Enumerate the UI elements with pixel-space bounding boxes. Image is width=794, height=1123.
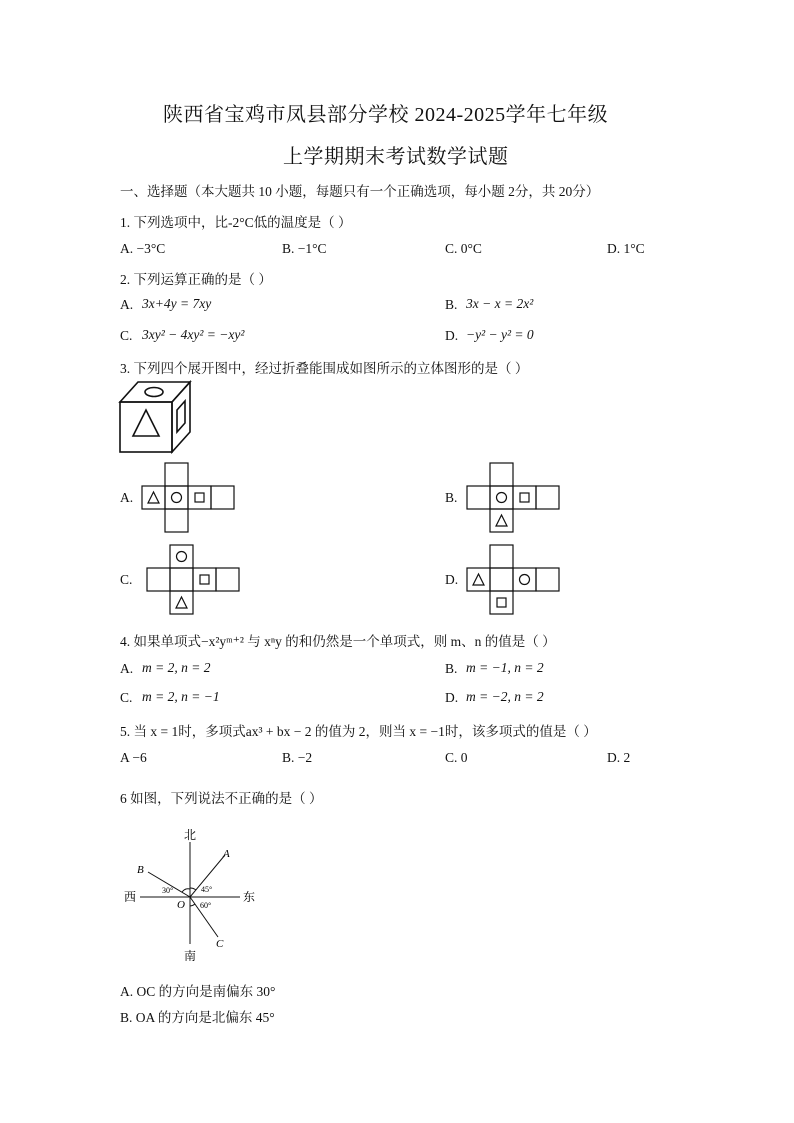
triangle-icon: [176, 597, 187, 608]
triangle-icon: [496, 515, 507, 526]
q1-stem: 1. 下列选项中，比-2°C低的温度是（ ）: [120, 215, 352, 230]
q2-option-c-expr: 3xy² − 4xy² = −xy²: [142, 327, 245, 342]
q2-option-d-expr: −y² − y² = 0: [466, 327, 534, 342]
triangle-icon: [148, 492, 159, 503]
q1-option-a: A. −3°C: [120, 241, 166, 256]
q1-option-d: D. 1°C: [607, 241, 645, 256]
q1-option-b: B. −1°C: [282, 241, 327, 256]
q5-option-b: B. −2: [282, 750, 313, 765]
net-b: [465, 462, 565, 534]
net-c: [146, 544, 242, 616]
q4-option-d-label: D.: [445, 690, 459, 705]
triangle-icon: [473, 574, 484, 585]
q2-option-b-expr: 3x − x = 2x²: [466, 296, 534, 311]
q3-option-c: C.: [120, 572, 133, 587]
q2-stem: 2. 下列运算正确的是（ ）: [120, 272, 272, 287]
q4-stem: 4. 如果单项式−x²yᵐ⁺² 与 xⁿy 的和仍然是一个单项式，则 m、n 的值是（ ）: [120, 634, 556, 649]
q4-option-c-expr: m = 2, n = −1: [142, 689, 220, 704]
cube-figure: [118, 380, 194, 456]
label-east: 东: [243, 890, 256, 904]
angle-label-b: 30°: [162, 886, 174, 895]
square-icon: [200, 575, 209, 584]
angle-arc-c: [190, 904, 195, 906]
q4-option-c-label: C.: [120, 690, 133, 705]
q5-stem: 5. 当 x = 1时，多项式ax³ + bx − 2 的值为 2，则当 x = −1时，该多项式的值是（ ）: [120, 724, 597, 739]
q1-option-c: C. 0°C: [445, 241, 482, 256]
q5-option-d: D. 2: [607, 750, 631, 765]
label-b: B: [137, 864, 144, 876]
q4-option-a-label: A.: [120, 661, 134, 676]
q6-option-a: A. OC 的方向是南偏东 30°: [120, 984, 276, 999]
q4-option-b-label: B.: [445, 661, 458, 676]
compass-diagram: [115, 822, 265, 967]
q4-option-b-expr: m = −1, n = 2: [466, 660, 544, 675]
label-o: O: [177, 899, 185, 911]
q6-stem: 6 如图，下列说法不正确的是（ ）: [120, 791, 323, 806]
circle-icon: [520, 575, 530, 585]
square-icon: [177, 401, 185, 432]
label-south: 南: [184, 949, 197, 963]
q4-option-a-expr: m = 2, n = 2: [142, 660, 211, 675]
q3-option-d: D.: [445, 572, 459, 587]
triangle-icon: [133, 410, 159, 436]
net-d: [465, 544, 565, 616]
square-icon: [520, 493, 529, 502]
q2-option-d-label: D.: [445, 328, 459, 343]
q2-option-a-expr: 3x+4y = 7xy: [142, 296, 212, 311]
q5-option-a: A −6: [120, 750, 147, 765]
circle-icon: [145, 388, 163, 397]
label-a: A: [223, 848, 230, 860]
label-c: C: [216, 938, 224, 950]
title-line-2: 上学期期末考试数学试题: [283, 146, 509, 168]
circle-icon: [177, 552, 187, 562]
circle-icon: [172, 493, 182, 503]
q2-option-b-label: B.: [445, 297, 458, 312]
q2-option-c-label: C.: [120, 328, 133, 343]
q3-stem: 3. 下列四个展开图中，经过折叠能围成如图所示的立体图形的是（ ）: [120, 361, 529, 376]
cube-top-face: [120, 382, 190, 402]
angle-arc-a: [190, 888, 196, 890]
angle-label-c: 60°: [200, 901, 212, 910]
q4-option-d-expr: m = −2, n = 2: [466, 689, 544, 704]
square-icon: [497, 598, 506, 607]
cube-side-face: [172, 382, 190, 452]
label-west: 西: [124, 890, 137, 904]
q3-option-a: A.: [120, 490, 134, 505]
title-line-1: 陕西省宝鸡市凤县部分学校 2024-2025学年七年级: [163, 104, 609, 126]
label-north: 北: [184, 828, 197, 842]
angle-label-a: 45°: [201, 885, 213, 894]
net-a: [140, 462, 240, 534]
q5-option-c: C. 0: [445, 750, 468, 765]
section-heading: 一、选择题（本大题共 10 小题，每题只有一个正确选项，每小题 2分，共 20分）: [120, 184, 600, 199]
square-icon: [195, 493, 204, 502]
q3-option-b: B.: [445, 490, 458, 505]
q6-option-b: B. OA 的方向是北偏东 45°: [120, 1010, 275, 1025]
q2-option-a-label: A.: [120, 297, 134, 312]
circle-icon: [497, 493, 507, 503]
angle-arc-b: [182, 889, 190, 892]
